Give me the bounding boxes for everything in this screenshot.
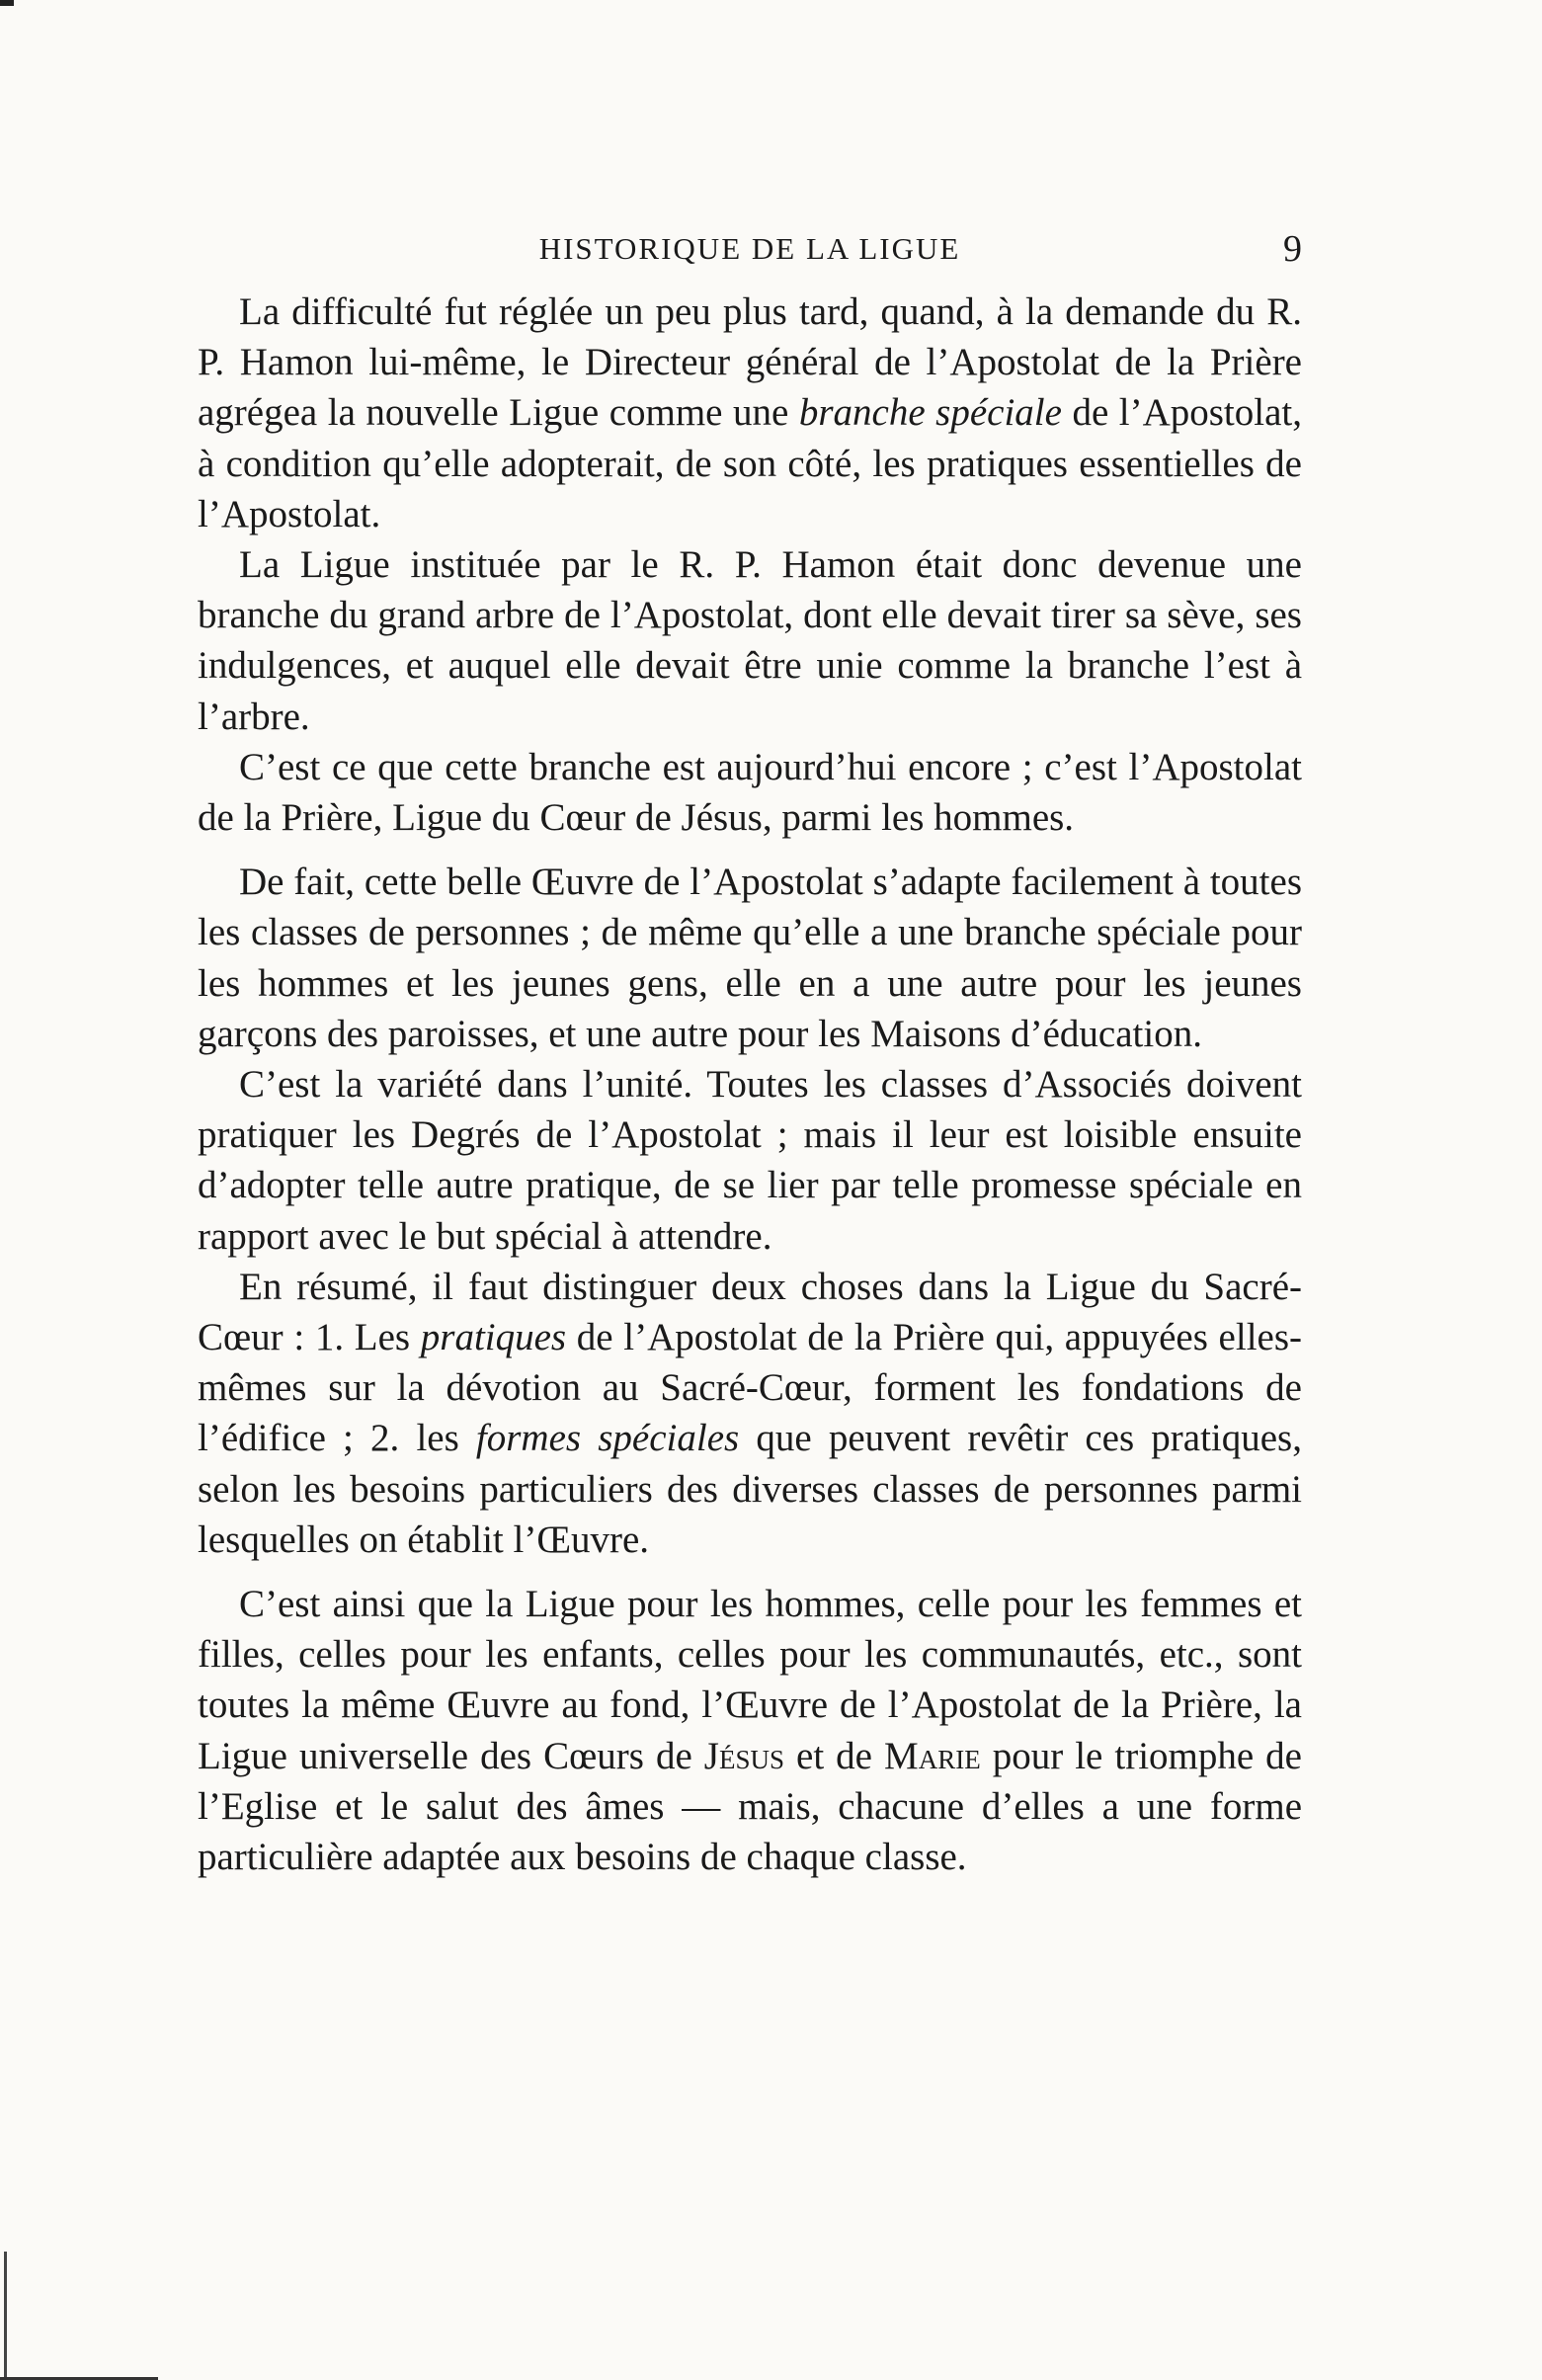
paragraph: C’est la variété dans l’unité. Toutes les classes d’Associés doivent pratiquer les Degrés de l’Apostolat ; mais il leur est loisible ensuite d’adopter telle autre pratique, de se lier par telle promesse spéciale en rapport avec le but spécial à attendre.: [198, 1063, 1302, 1258]
body-text: [198, 287, 1302, 1882]
scan-edge-mark: [0, 0, 14, 6]
running-title: HISTORIQUE DE LA LIGUE: [538, 231, 961, 266]
small-caps-text: Jésus: [703, 1734, 784, 1777]
italic-text: branche spéciale: [798, 391, 1062, 435]
running-head: [198, 221, 1302, 277]
text-run: que peuvent revêtir ces pratiques, selon les besoins particuliers des diverses classes de personnes parmi lesquelles on établit l’Œuvre.: [198, 1417, 1302, 1561]
paragraph: La Ligue instituée par le R. P. Hamon était donc devenue une branche du grand arbre de l’Apostolat, dont elle devait tirer sa sève, ses indulgences, et auquel elle devait être unie comme la branche l’est à l’arbre.: [198, 543, 1302, 738]
paragraph: C’est ce que cette branche est aujourd’hui encore ; c’est l’Apostolat de la Prière, Ligue du Cœur de Jésus, parmi les hommes.: [198, 745, 1302, 840]
paragraph: [198, 1579, 1302, 1882]
paragraph: De fait, cette belle Œuvre de l’Apostolat s’adapte facilement à toutes les classes de personnes ; de même qu’elle a une branche spéciale pour les hommes et les jeunes gens, elle en a une autre pour les jeunes garçons des paroisses, et une autre pour les Maisons d’éducation.: [198, 861, 1302, 1055]
italic-text: pratiques: [420, 1316, 567, 1359]
scan-edge-mark: [4, 2252, 7, 2380]
paragraph: [198, 1262, 1302, 1565]
page-number: 9: [1283, 228, 1302, 270]
text-run: pour le triomphe de l’Eglise et le salut des âmes — mais, chacune d’elles a une forme particulière adaptée aux besoins de chaque classe.: [198, 1734, 1302, 1879]
text-run: et de: [784, 1734, 885, 1777]
text-run: La difficulté fut réglée un peu plus tard, quand, à la demande du R. P. Hamon lui-même, le Directeur général de l’Apostolat de la Prière agrégea la nouvelle Ligue comme une: [198, 290, 1302, 435]
text-run: En résumé, il faut distinguer deux choses dans la Ligue du Sacré-Cœur : 1. Les: [198, 1265, 1302, 1359]
text-run: C’est ainsi que la Ligue pour les hommes, celle pour les femmes et filles, celles pour les enfants, celles pour les communautés, etc., sont toutes la même Œuvre au fond, l’Œuvre de l’Apostolat de la Prière, la Ligue universelle des Cœurs de: [198, 1583, 1302, 1777]
text-run: de l’Apostolat, à condition qu’elle adopterait, de son côté, les pratiques essentielles de l’Apostolat.: [198, 391, 1302, 535]
italic-text: formes spéciales: [475, 1417, 740, 1460]
text-run: de l’Apostolat de la Prière qui, appuyées elles-mêmes sur la dévotion au Sacré-Cœur, forment les fondations de l’édifice ; 2. les: [198, 1316, 1303, 1460]
paragraph: [198, 287, 1302, 539]
small-caps-text: Marie: [884, 1734, 981, 1777]
